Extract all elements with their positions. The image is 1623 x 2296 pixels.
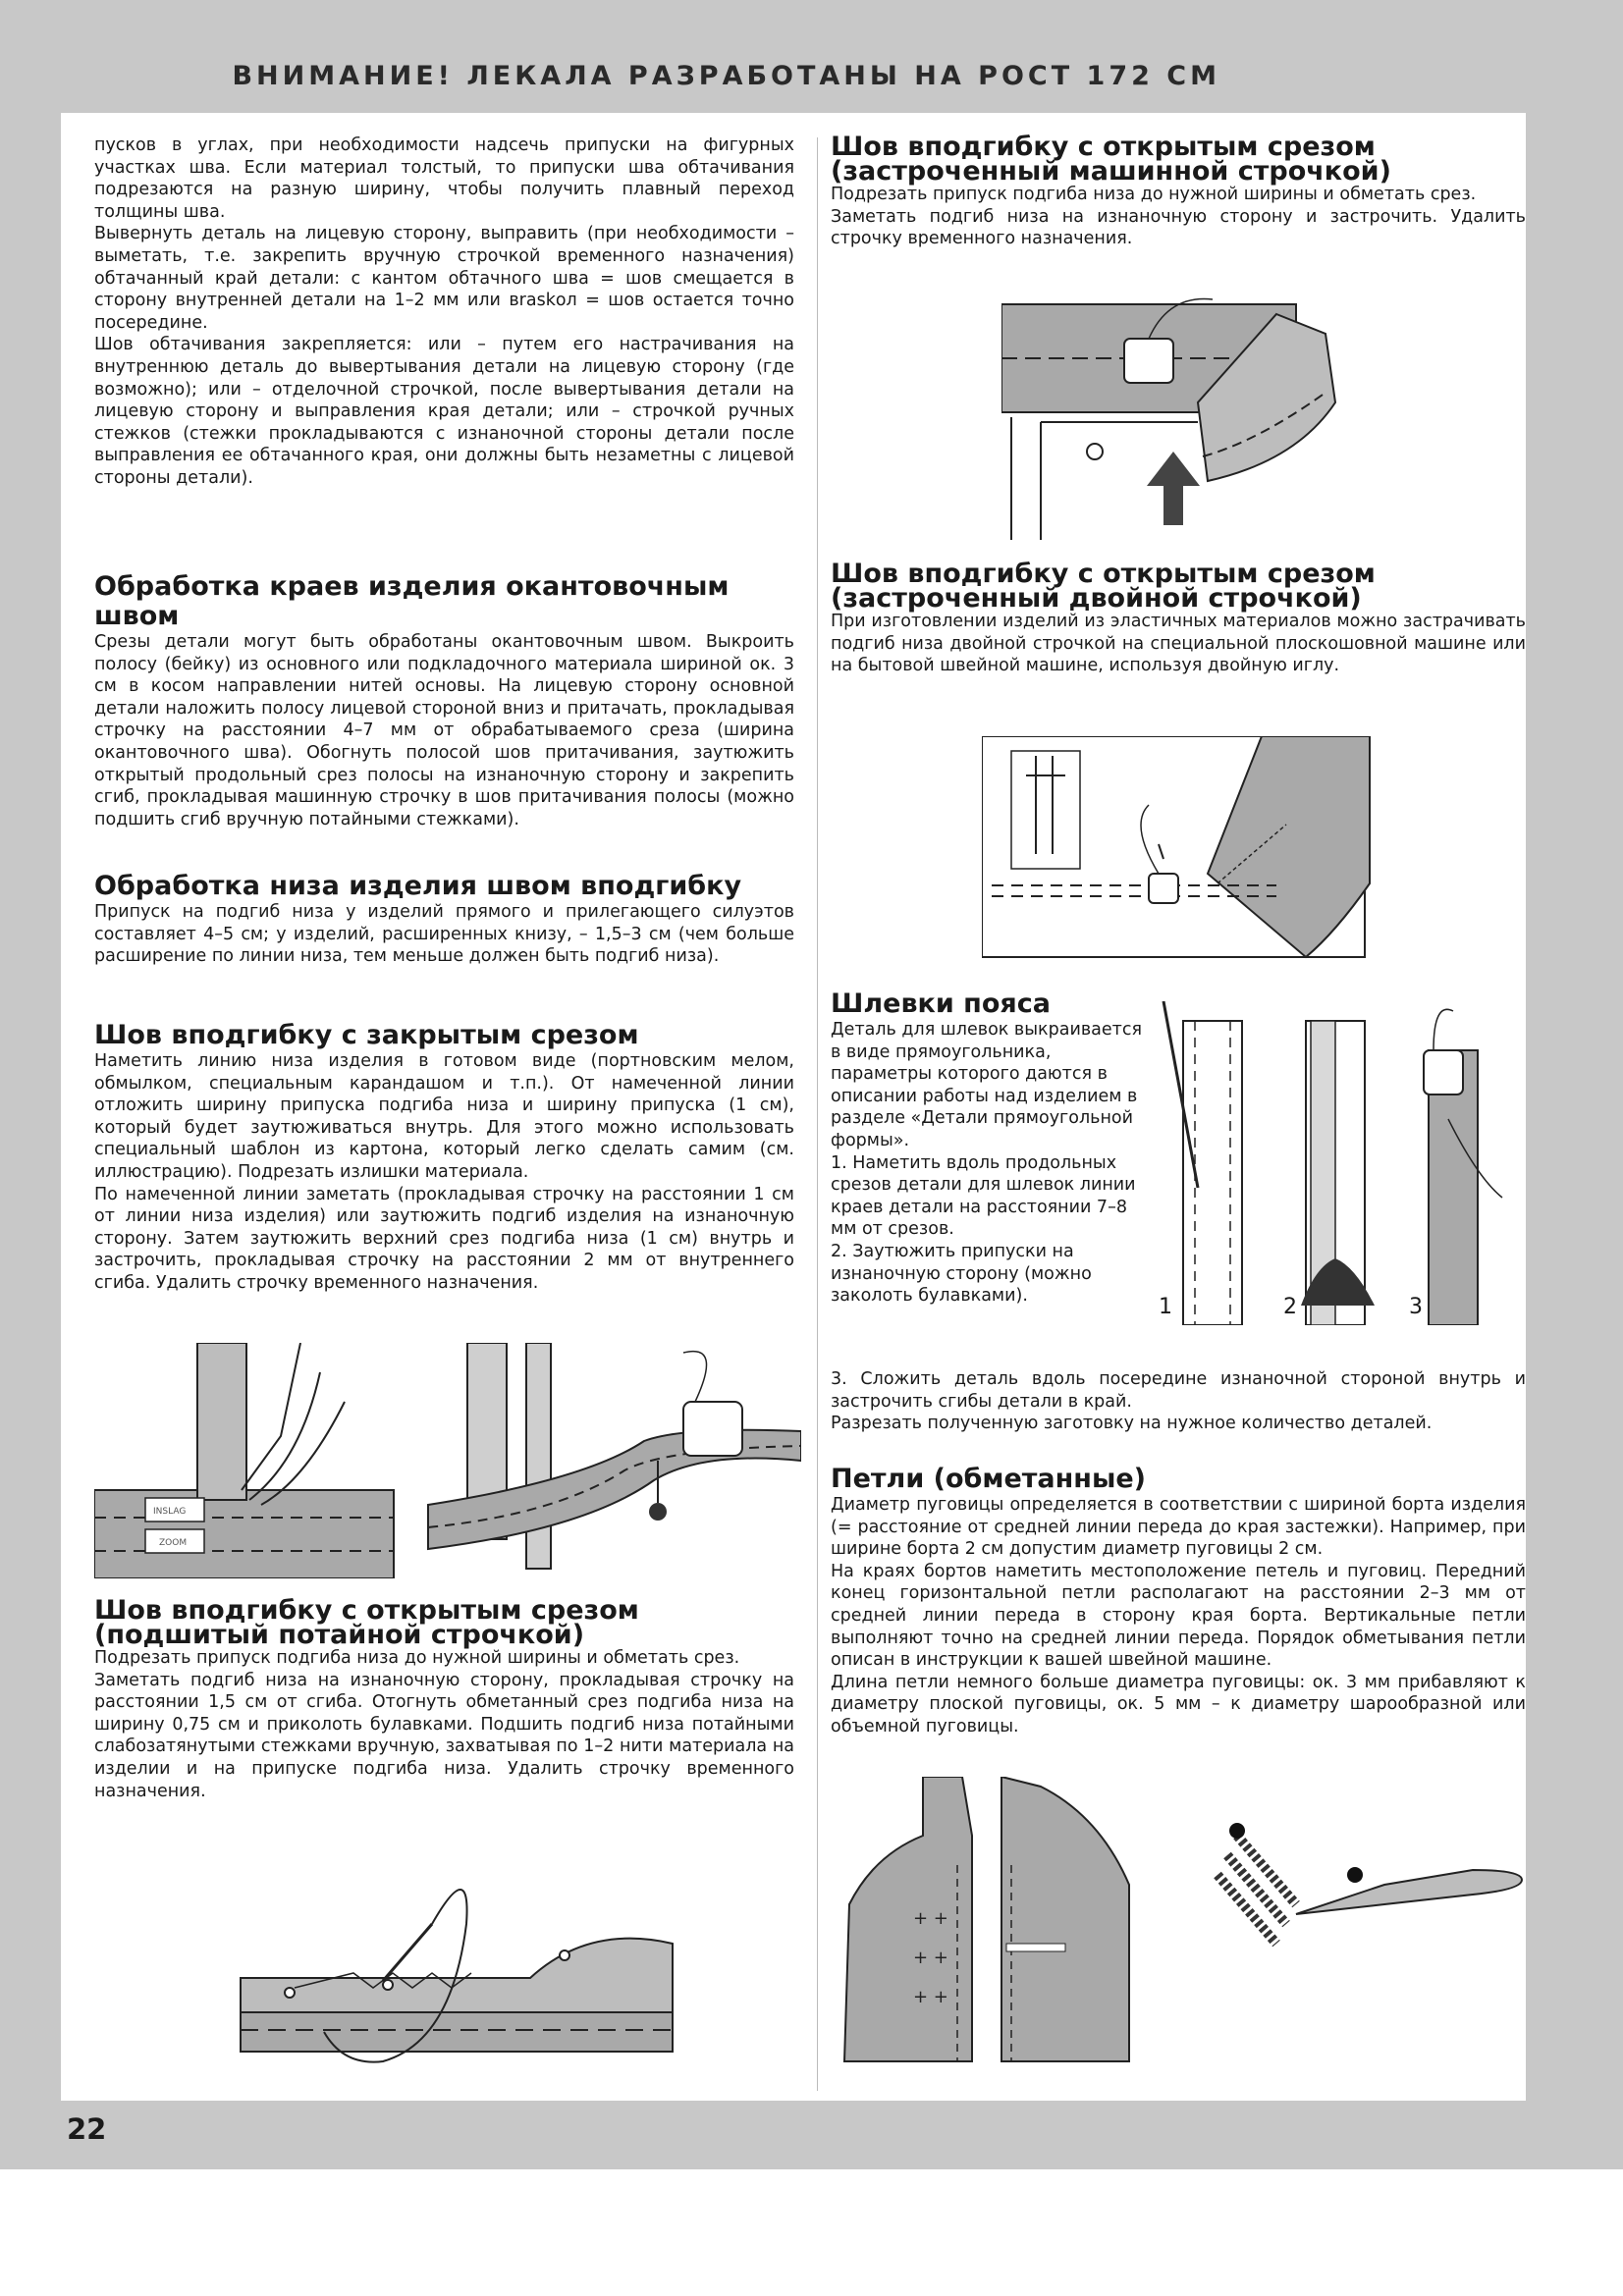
- section-text: Срезы детали могут быть обработаны окантовочным швом. Выкроить полосу (бейку) из основного или подкладочного материала шириной ок. 3 см в косом направлении нитей основы. На лицевую сторону основной детали наложить полосу лицевой стороной вниз и притачать, прокладывая строчку на расстоянии 4–7 мм от обрабатываемого среза (ширина окантовочного шва). Обогнуть полосой шов притачивания, заутюжить открытый продольный срез полосы на изнаночную сторону и закрепить сгиб, прокладывая машинную строчку в шов притачивания полосы (можно подшить сгиб вручную потайными стежками).: [94, 632, 794, 829]
- belt-loop-illustration: [1154, 1001, 1527, 1325]
- section-title: Петли (обметанные): [831, 1464, 1147, 1494]
- left-column-intro: [94, 134, 794, 490]
- intro-paragraph: пусков в углах, при необходимости надсечь припуски на фигурных участках шва. Если материал толстый, то припуски шва обтачивания подрезаются на разную ширину, чтобы получить плавный переход толщины шва.: [94, 135, 794, 222]
- section-text: По намеченной линии заметать (прокладывая строчку на расстоянии 1 см от линии низа изделия) или заутюжить подгиб изделия на изнаночную сторону. Затем заутюжить верхний срез подгиба низа (1 см) внутрь и застрочить, прокладывая строчку на расстоянии 2 мм от внутреннего сгиба. Удалить строчку временного назначения.: [94, 1184, 794, 1293]
- column-divider: [817, 137, 818, 2091]
- section-text: Подрезать припуск подгиба низа до нужной ширины и обметать срез.: [94, 1648, 740, 1668]
- section-title: Шов вподгибку с открытым срезом (застроченный двойной строчкой): [831, 559, 1376, 614]
- section-text: 2. Заутюжить припуски на изнаночную сторону (можно заколоть булавками).: [831, 1241, 1092, 1307]
- section-text: Припуск на подгиб низа у изделий прямого и прилегающего силуэтов составляет 4–5 см; у изделий, расширенных книзу, – 1,5–3 см (чем больше расширение по линии низа, тем меньше должен быть подгиб низа).: [94, 902, 794, 967]
- svg-text:+ +: + +: [913, 1908, 948, 1929]
- page-footer-strip: [0, 2101, 1623, 2169]
- step-label: 1: [1159, 1295, 1172, 1319]
- svg-text:+ +: + +: [913, 1948, 948, 1968]
- closed-hem-illustration: [94, 1343, 801, 1578]
- template-label-zoom: ZOOM: [159, 1538, 188, 1548]
- section-text: Разрезать полученную заготовку на нужное количество деталей.: [831, 1414, 1433, 1434]
- section-belt-loops-continued: [831, 1368, 1526, 1435]
- machine-hem-illustration: [1001, 294, 1394, 545]
- section-hem: [94, 872, 794, 968]
- section-text: На краях бортов наметить местоположение петель и пуговиц. Передний конец горизонтальной петли располагают на расстоянии 2–3 мм от средней линии переда в сторону края борта. Вертикальные петли выполняют точно на средней линии переда. Порядок обметывания петли описан в инструкции к вашей швейной машине.: [831, 1561, 1526, 1671]
- buttonhole-tool: [1217, 1823, 1522, 1944]
- section-closed-hem: [94, 1021, 794, 1295]
- section-binding: [94, 572, 794, 830]
- svg-text:+ +: + +: [913, 1987, 948, 2007]
- section-double-stitch: [831, 561, 1526, 677]
- intro-paragraph: Вывернуть деталь на лицевую сторону, выправить (при необходимости – выметать, т.е. закрепить вручную строчкой временного назначения) обтачанный край детали: с кантом обтачного шва = шов смещается в сторону внутренней детали на 1–2 мм или вraskол = шов остается точно посередине.: [94, 224, 794, 333]
- section-machine-hem: [831, 134, 1526, 250]
- intro-paragraph: Шов обтачивания закрепляется: или – путем его настрачивания на внутреннюю деталь до вывертывания детали на лицевую сторону (где возможно); или – отделочной строчкой, после вывертывания детали на лицевую сторону и выправления края детали; или – строчкой ручных стежков (стежки прокладываются с изнаночной стороны детали после выправления ее обтачанного края, они должны быть незаметны с лицевой стороны детали).: [94, 335, 794, 488]
- hem-template-drawing: [94, 1343, 394, 1578]
- section-title: Обработка низа изделия швом вподгибку: [94, 871, 742, 901]
- step-label: 3: [1409, 1295, 1423, 1319]
- section-text: Заметать подгиб низа на изнаночную сторону, прокладывая строчку на расстоянии 1,5 см от сгиба. Отогнуть обметанный срез подгиба низа на ширину 0,75 см и приколоть булавками. Подшить подгиб низа потайными слабозатянутыми стежками вручную, захватывая по 1–2 нити материала на изделии и на припуске подгиба низа. Удалить строчку временного назначения.: [94, 1670, 794, 1801]
- section-text: Подрезать припуск подгиба низа до нужной ширины и обметать срез.: [831, 185, 1477, 204]
- step-label: 2: [1283, 1295, 1297, 1319]
- page-number: 22: [67, 2112, 107, 2146]
- page-header-title: ВНИМАНИЕ! ЛЕКАЛА РАЗРАБОТАНЫ НА РОСТ 172 СМ: [232, 61, 1220, 91]
- section-text: 1. Наметить вдоль продольных срезов детали для шлевок линии краев детали на расстоянии 7–8 мм от срезов.: [831, 1152, 1136, 1240]
- section-title: Обработка краев изделия окантовочным швом: [94, 571, 730, 631]
- header-bar: [0, 0, 1623, 113]
- jacket-right-front: [1001, 1777, 1129, 2061]
- section-title: Шлевки пояса: [831, 988, 1051, 1019]
- section-title: Шов вподгибку с закрытым срезом: [94, 1020, 639, 1050]
- loop-step-2: [1301, 1021, 1375, 1325]
- section-text: Деталь для шлевок выкраивается в виде прямоугольника, параметры которого даются в описании работы над изделием в разделе «Детали прямоугольной формы».: [831, 1020, 1142, 1150]
- jacket-left-front: [844, 1777, 972, 2061]
- section-title: Шов вподгибку с открытым срезом (застроченный машинной строчкой): [831, 132, 1391, 187]
- section-text: Диаметр пуговицы определяется в соответствии с шириной борта изделия (= расстояние от средней линии переда до края застежки). Например, при ширине борта 2 см допустим диаметр пуговицы 2 см.: [831, 1495, 1526, 1560]
- section-title: Шов вподгибку с открытым срезом (подшитый потайной строчкой): [94, 1595, 639, 1650]
- section-text: Длина петли немного больше диаметра пуговицы: ок. 3 мм прибавляют к диаметру плоской пуговицы, ок. 5 мм – к диаметру шарообразной или объемной пуговицы.: [831, 1672, 1526, 1736]
- section-text: Наметить линию низа изделия в готовом виде (портновским мелом, обмылком, специальным карандашом и т.п.). От намеченной линии отложить ширину припуска подгиба низа и ширину припуска (1 см), который будет заутюживаться внутрь. Для этого можно использовать специальный шаблон из картона, который легко сделать самим (см. иллюстрацию). Подрезать излишки материала.: [94, 1051, 794, 1182]
- section-belt-loops: [831, 989, 1155, 1308]
- twin-needle-illustration: [982, 736, 1375, 962]
- section-buttonholes: [831, 1465, 1526, 1738]
- section-text: 3. Сложить деталь вдоль посередине изнаночной стороной внутрь и застрочить сгибы детали в край.: [831, 1369, 1526, 1412]
- template-label-inslag: INSLAG: [153, 1507, 187, 1517]
- hem-fold-drawing: [428, 1343, 801, 1569]
- section-blind-hem: [94, 1595, 794, 1802]
- section-text: При изготовлении изделий из эластичных материалов можно застрачивать подгиб низа двойной строчкой на специальной плоскошовной машине или на бытовой швейной машине, используя двойную иглу.: [831, 612, 1526, 676]
- loop-step-1: [1163, 1001, 1242, 1325]
- buttonhole-illustration: [835, 1777, 1542, 2071]
- blind-stitch-illustration: [236, 1865, 687, 2066]
- section-text: Заметать подгиб низа на изнаночную сторону и застрочить. Удалить строчку временного назначения.: [831, 206, 1526, 249]
- loop-step-3: [1424, 1009, 1502, 1325]
